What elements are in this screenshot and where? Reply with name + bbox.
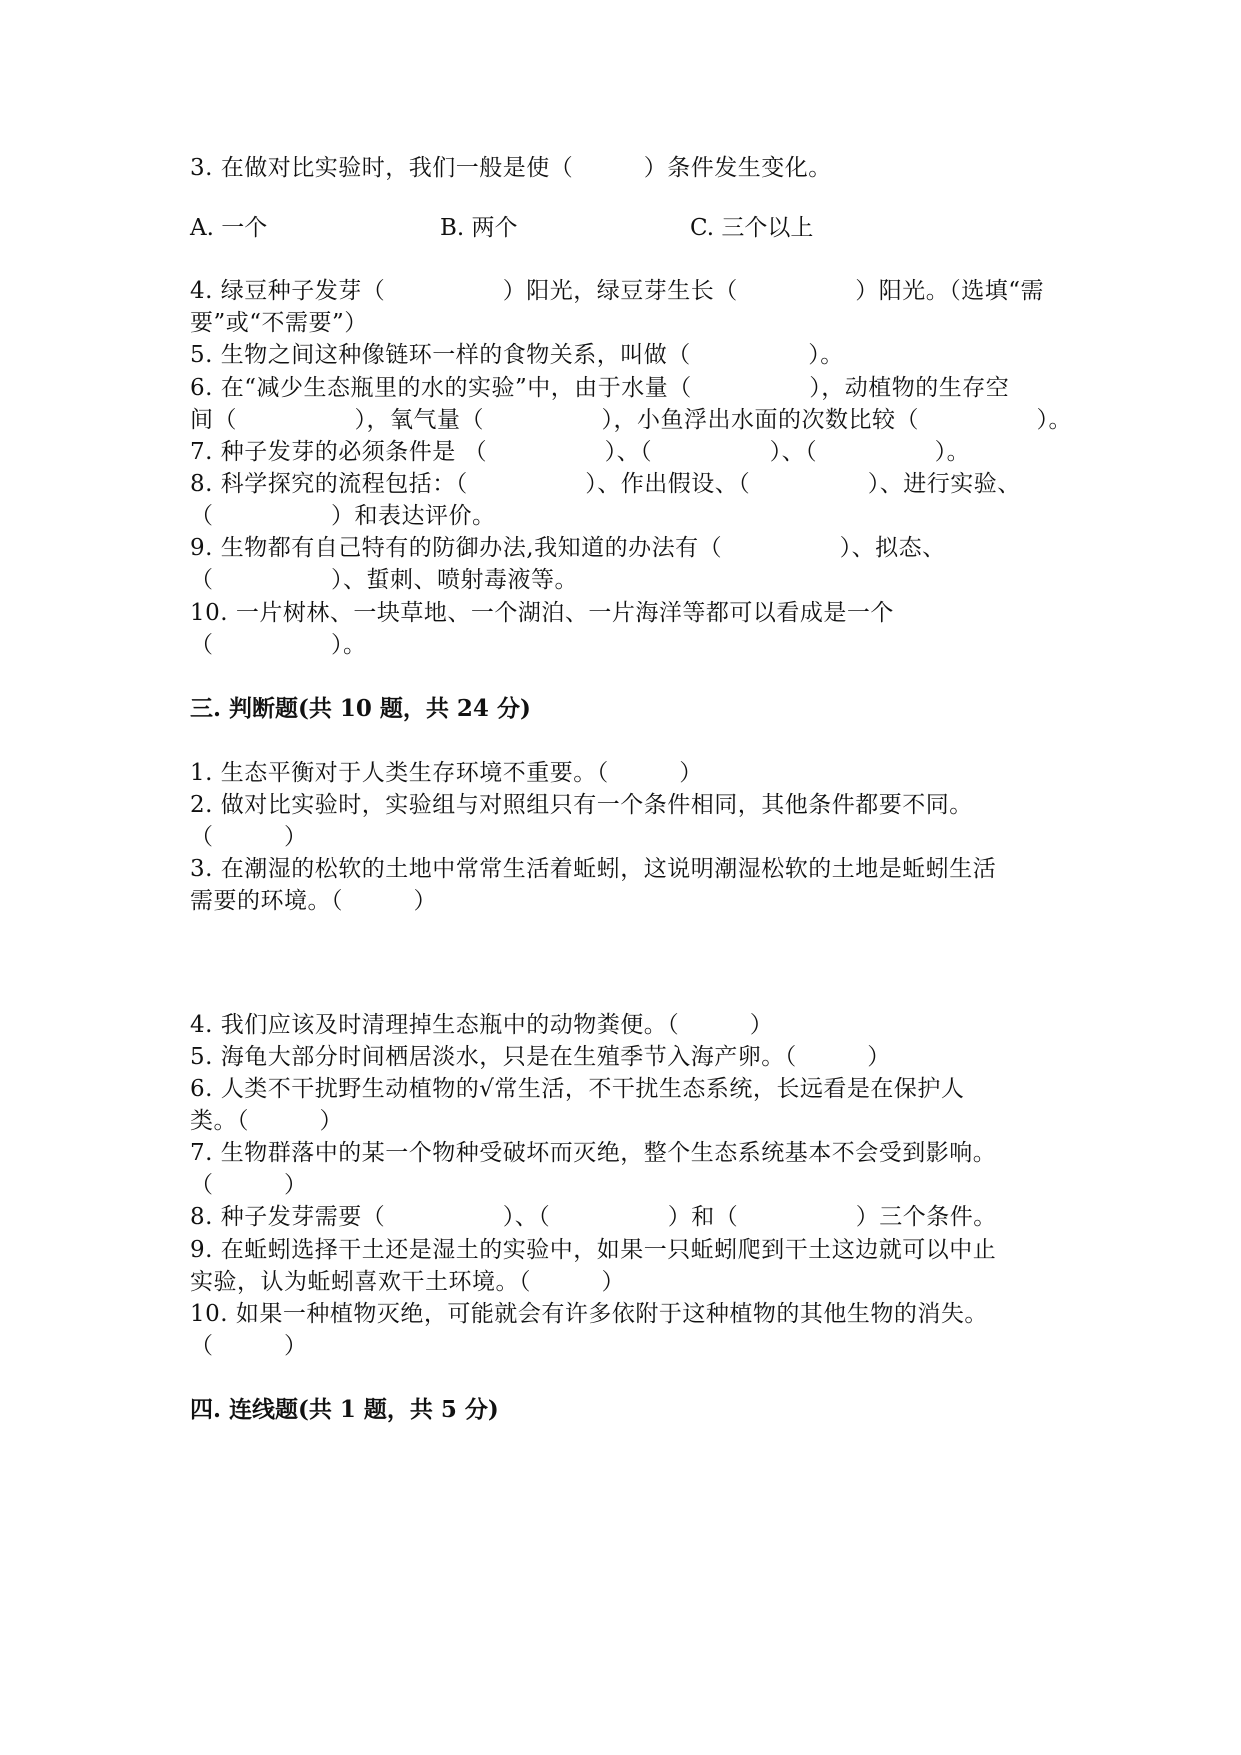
- judge-q4: 4. 我们应该及时清理掉生态瓶中的动物粪便。（ ）: [190, 1012, 774, 1038]
- fill-q3-stem: 3. 在做对比实验时，我们一般是使（ ）条件发生变化。: [190, 155, 832, 181]
- fill-q4-line1: 4. 绿豆种子发芽（ ）阳光，绿豆芽生长（ ）阳光。（选填“需: [190, 278, 1045, 304]
- fill-q10-line1: 10. 一片树林、一块草地、一个湖泊、一片海洋等都可以看成是一个: [190, 600, 894, 626]
- fill-q10-line2: （ ）。: [190, 632, 367, 658]
- judge-q2-line1: 2. 做对比实验时，实验组与对照组只有一个条件相同，其他条件都要不同。: [190, 792, 973, 818]
- judge-q9-line1: 9. 在蚯蚓选择干土还是湿土的实验中，如果一只蚯蚓爬到干土这边就可以中止: [190, 1237, 997, 1263]
- judge-q8: 8. 种子发芽需要（ ）、（ ）和（ ）三个条件。: [190, 1204, 997, 1230]
- fill-q5: 5. 生物之间这种像链环一样的食物关系，叫做（ ）。: [190, 342, 844, 368]
- judge-q7-line1: 7. 生物群落中的某一个物种受破坏而灭绝，整个生态系统基本不会受到影响。: [190, 1140, 997, 1166]
- fill-q3-option-a: A. 一个: [190, 215, 268, 241]
- fill-q9-line1: 9. 生物都有自己特有的防御办法,我知道的办法有（ ）、拟态、: [190, 535, 946, 561]
- fill-q6-line1: 6. 在“减少生态瓶里的水的实验”中，由于水量（ ），动植物的生存空: [190, 375, 1010, 401]
- judge-q10-line2: （ ）: [190, 1333, 308, 1359]
- match-section-heading: 四. 连线题(共 1 题，共 5 分): [190, 1396, 499, 1423]
- fill-q7: 7. 种子发芽的必须条件是 （ ）、（ ）、（ ）。: [190, 439, 971, 465]
- judge-q7-line2: （ ）: [190, 1172, 308, 1198]
- judge-q3-line1: 3. 在潮湿的松软的土地中常常生活着蚯蚓，这说明潮湿松软的土地是蚯蚓生活: [190, 856, 997, 882]
- judge-q6-line2: 类。（ ）: [190, 1108, 343, 1134]
- judge-q5: 5. 海龟大部分时间栖居淡水，只是在生殖季节入海产卵。（ ）: [190, 1044, 891, 1070]
- judge-q1: 1. 生态平衡对于人类生存环境不重要。（ ）: [190, 760, 703, 786]
- judge-q3-line2: 需要的环境。（ ）: [190, 888, 437, 914]
- fill-q3-option-b: B. 两个: [440, 215, 518, 241]
- judge-q10-line1: 10. 如果一种植物灭绝，可能就会有许多依附于这种植物的其他生物的消失。: [190, 1301, 988, 1327]
- fill-q8-line2: （ ）和表达评价。: [190, 503, 496, 529]
- fill-q9-line2: （ ）、蜇刺、喷射毒液等。: [190, 567, 578, 593]
- judge-q9-line2: 实验，认为蚯蚓喜欢干土环境。（ ）: [190, 1269, 625, 1295]
- judge-q6-line1: 6. 人类不干扰野生动植物的√常生活，不干扰生态系统，长远看是在保护人: [190, 1076, 965, 1102]
- fill-q3-option-c: C. 三个以上: [690, 215, 814, 241]
- fill-q8-line1: 8. 科学探究的流程包括：（ ）、作出假设、（ ）、进行实验、: [190, 471, 1021, 497]
- fill-q4-line2: 要”或“不需要”）: [190, 310, 368, 336]
- judge-section-heading: 三. 判断题(共 10 题，共 24 分): [190, 695, 531, 722]
- judge-q2-line2: （ ）: [190, 824, 308, 850]
- fill-q6-line2: 间（ ），氧气量（ ），小鱼浮出水面的次数比较（ ）。: [190, 407, 1072, 433]
